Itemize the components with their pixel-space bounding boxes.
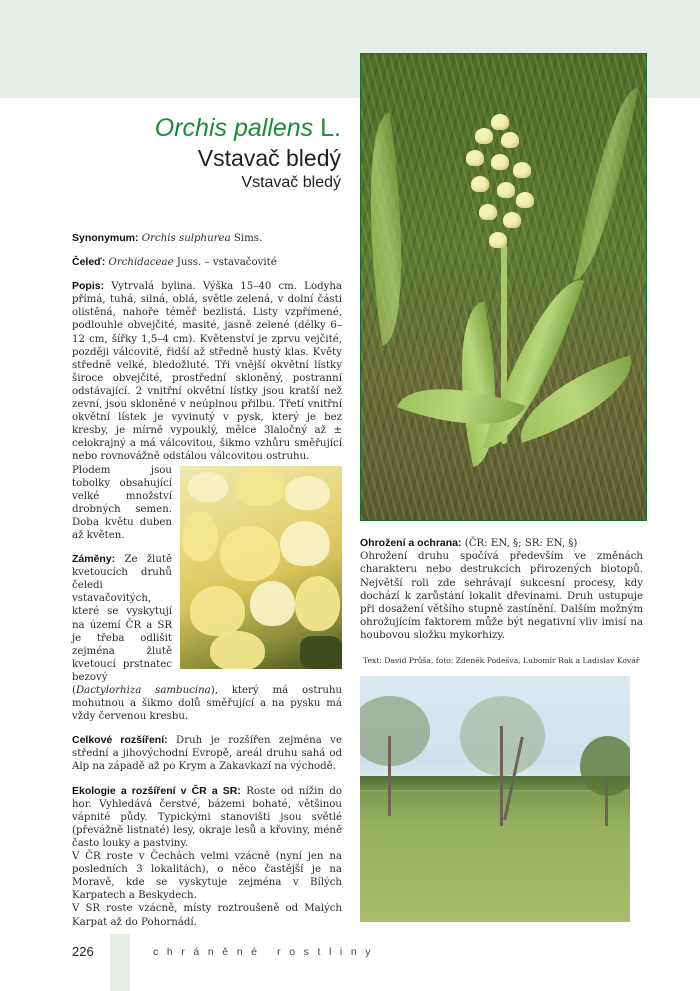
slovak-name-title: Vstavač bledý xyxy=(241,174,341,191)
ohrozeni-section: Ohrožení a ochrana: (ČR: EN, §; SR: EN, §) Ohrožení druhu spočívá především ve změnách charakteru nebo destrukcích přirozených biotopů. Největší roli zde sehrávají sukcesní procesy, kdy dochází k zarůstání lokalit dřevinami. Druh ustupuje při dosažení většího stupně zastínění. Dalším možným ohrožujícím faktorem může být negativní vliv imisí na houbovou složku mykorhizy. xyxy=(360,537,643,642)
zameny-paragraph: Záměny: Ze žlutě kvetoucích druhů čeledi vstavačovitých, které se vyskytují na území ČR a SR je třeba odlišit zejména žlutě kvetoucí prstnatec bezový (Dactylorhiza sambucina), který má ostruhu mohutnou a šikmo dolů směřující a na pysku má vždy červenou kresbu. xyxy=(72,553,343,723)
title-block xyxy=(155,112,341,194)
orchid-plant-photo xyxy=(360,53,647,521)
ohrozeni-text: Ohrožení druhu spočívá především ve změnách charakteru nebo destrukcích přirozených biotopů. Největší roli zde sehrávají sukcesní procesy, kdy dochází k zarůstání lokalit dřevinami. Druh ustupuje při dosažení většího stupně zastínění. Dalším možným ohrožujícím faktorem může být negativní vliv imisí na houbovou složku mykorhizy. xyxy=(360,551,643,642)
page-number: 226 xyxy=(72,944,94,959)
footer-band xyxy=(110,934,130,991)
latin-name-title: Orchis pallens L. xyxy=(154,114,341,142)
celed-paragraph: Čeleď: Orchidaceae Juss. – vstavačovité xyxy=(72,256,277,269)
rozsireni-paragraph: Celkové rozšíření: Druh je rozšířen zejména ve střední a jihovýchodní Evropě, areál druhu sahá od Alp na západě až po Krym a Zakavkazí na východě. xyxy=(72,734,342,773)
czech-name-title: Vstavač bledý xyxy=(197,145,341,171)
running-title: chráněné rostliny xyxy=(153,946,380,958)
popis-paragraph: Popis: Vytrvalá bylina. Výška 15–40 cm. Lodyha přímá, tuhá, silná, oblá, světle zelená, v dolní části olistěná, nahoře téměř bezlistá. Listy vzpřímené, podlouhle obvejčité, masité, jasně zelené (délky 6–12 cm, šířky 1,5–4 cm). Květenství je zprvu vejčité, později válcovité, řidší až středně hustý klas. Květy středně velké, bledožluté. Tři vnější okvětní lístky široce obvejčité, prostřední skloněný, postranní odstávající. 2 vnitřní okvětní lístky jsou kratší než zevní, jsou skloněné v neúplnou přilbu. Třetí vnitřní okvětní lístek je vyvinutý v pysk, který je bez kresby, je mírně vypouklý, mělce 3laločný až ± celokrajný a má válcovitou, šikmo vzhůru směřující nebo rovnovážně odstálou válcovitou ostruhu. xyxy=(72,280,342,463)
synonymum-paragraph: Synonymum: Orchis sulphurea Sims. xyxy=(72,232,263,244)
ekologie-sr: V SR roste vzácně, místy roztroušeně od Malých Karpat až do Pohornádí. xyxy=(72,903,342,928)
popis-continued: Plodem jsou tobolky obsahující velké množství drobných semen. Doba květu duben až květen. xyxy=(72,464,172,541)
main-text-column xyxy=(72,232,342,940)
ekologie-cr: V ČR roste v Čechách velmi vzácně (nyní jen na posledních 3 lokalitách), o něco častější je na Moravě, kde se vyskytuje zejména v Bílých Karpatech a Beskydech. xyxy=(72,851,342,902)
flower-closeup-photo xyxy=(180,466,342,669)
habitat-landscape-photo xyxy=(360,676,630,922)
photo-credits: Text: David Průša, foto: Zdeněk Podešva, Lubomír Rak a Ladislav Kovář xyxy=(363,656,640,665)
ekologie-paragraph: Ekologie a rozšíření v ČR a SR: Roste od nížin do hor. Vyhledává čerstvé, bázemi bohaté, většinou vápnité půdy. Typickými stanovišti jsou světlé (převážně listnaté) lesy, okraje lesů a křoviny, méně často louky a pastviny. xyxy=(72,784,342,849)
